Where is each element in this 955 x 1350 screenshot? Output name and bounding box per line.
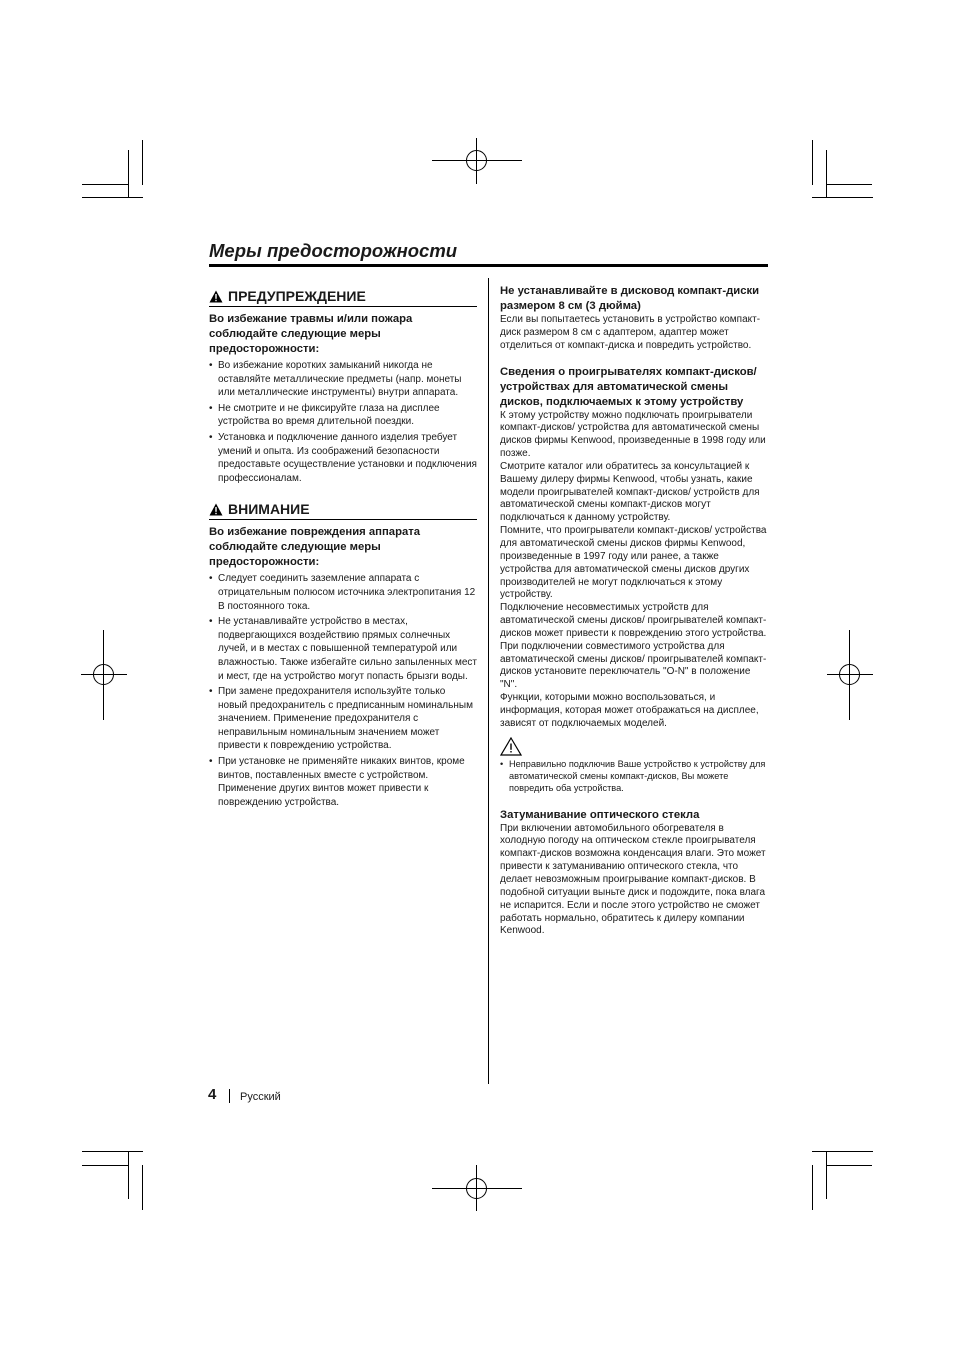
left-column: [209, 284, 477, 811]
crop-mark: [128, 1151, 129, 1199]
caution-heading-text: ВНИМАНИЕ: [228, 501, 310, 518]
crop-mark: [812, 1165, 813, 1210]
section-body: Если вы попытаетесь установить в устройство компакт-диск размером 8 см с адаптером, адаптер может отделиться от компакт-диска и повредить устройство.: [500, 314, 761, 351]
crop-mark: [128, 150, 129, 198]
list-item: • Не смотрите и не фиксируйте глаза на дисплее устройства во время длительной поездки.: [209, 402, 477, 429]
paragraph: К этому устройству можно подключать проигрыватели компакт-дисков/ устройства для автоматической смены дисков фирмы Kenwood, произведенные в 1998 году или позже.: [500, 409, 766, 460]
crop-mark: [826, 150, 827, 198]
list-item: • Во избежание коротких замыканий никогда не оставляйте металлические предметы (напр. монеты или металлические инструменты) внутри аппарата.: [209, 359, 477, 400]
warning-heading-text: ПРЕДУПРЕЖДЕНИЕ: [228, 288, 366, 304]
registration-mark: [466, 1178, 487, 1199]
paragraph: При подключении совместимого устройства для автоматической смены дисков/ проигрывателей компакт-дисков установите переключатель "O-N" в положение "N".: [500, 640, 767, 691]
right-column: [500, 284, 769, 938]
warning-triangle-icon: [209, 503, 223, 516]
crop-mark: [812, 140, 813, 185]
crop-mark: [826, 1165, 872, 1166]
crop-mark: [826, 184, 872, 185]
paragraph: Подключение несовместимых устройств для автоматической смены дисков/ проигрывателей компакт-дисков может привести к повреждению этого устройства.: [500, 602, 767, 639]
title-rule: [209, 264, 768, 267]
crop-mark: [812, 197, 873, 198]
note-list: [500, 758, 769, 794]
crop-mark: [142, 1165, 143, 1210]
warning-heading: [209, 288, 477, 307]
list-item: • При замене предохранителя используйте только новый предохранитель с предписанным номинальным значением. Применение предохранителя с неправильным номинальным значением может привести к повреждению устройства.: [209, 685, 477, 753]
warning-triangle-icon: [209, 290, 223, 303]
list-item: • Следует соединить заземление аппарата с отрицательным полюсом источника электропитания 12 В постоянного тока.: [209, 572, 477, 613]
caution-subheading: Во избежание повреждения аппарата соблюдайте следующие меры предосторожности:: [209, 526, 421, 569]
crop-mark: [812, 1151, 873, 1152]
crop-mark: [142, 140, 143, 185]
warning-list: [209, 359, 477, 485]
crop-mark: [82, 1151, 143, 1152]
column-divider: [488, 278, 489, 1084]
list-item: • Неправильно подключив Ваше устройство к устройству для автоматической смены компакт-дисков, Вы можете повредить оба устройства.: [500, 758, 769, 794]
page-number: 4: [208, 1086, 217, 1103]
list-item: • Не устанавливайте устройство в местах, подвергающихся воздействию прямых солнечных лучей, и в местах с повышенной температурой или влажностью. Также избегайте сильно запыленных мест и мест, где на устройство могут попасть брызги воды.: [209, 615, 477, 683]
footer-divider: [229, 1089, 230, 1103]
registration-mark: [93, 664, 114, 685]
crop-mark: [82, 184, 128, 185]
registration-mark: [466, 150, 487, 171]
paragraph: Помните, что проигрыватели компакт-дисков/ устройства для автоматической смены дисков фирмы Kenwood, произведенные в 1997 году или ранее, а также устройства для автоматической смены дисков других производителей не могут подключаться к этому устройству.: [500, 525, 767, 601]
caution-heading: [209, 501, 477, 520]
caution-triangle-icon: [500, 737, 522, 756]
section-body: При включении автомобильного обогревателя в холодную погоду на оптическом стекле проигрывателя компакт-дисков возможна конденсация влаги. Это может привести к затуманиванию оптического стекла, что делает невозможным проигрывание компакт-дисков. В подобной ситуации выньте диск и подождите, пока влага не испарится. Если и после этого устройство не сможет работать нормально, обратитесь к дилеру компании Kenwood.: [500, 822, 766, 937]
caution-list: [209, 572, 477, 809]
crop-mark: [82, 1165, 128, 1166]
section-heading: Затуманивание оптического стекла: [500, 808, 700, 821]
section-body: [500, 410, 769, 731]
warning-subheading: Во избежание травмы и/или пожара соблюдайте следующие меры предосторожности:: [209, 313, 413, 355]
paragraph: Смотрите каталог или обратитесь за консультацией к Вашему дилеру фирмы Kenwood, чтобы узнать, какие модели проигрывателей компакт-дисков/ устройств для автоматической смены компакт-дисков могут подключаться к данному устройству.: [500, 460, 760, 524]
page-title: Меры предосторожности: [209, 240, 458, 261]
list-item: • При установке не применяйте никаких винтов, кроме винтов, поставленных вместе с устройством. Применение других винтов может привести к повреждению устройства.: [209, 755, 477, 809]
section-heading: Сведения о проигрывателях компакт-дисков/устройствах для автоматической смены дисков, подключаемых к этому устройству: [500, 365, 757, 408]
crop-mark: [82, 197, 143, 198]
paragraph: Функции, которыми можно воспользоваться, и информация, которая может отображаться на дисплее, зависят от подключаемых моделей.: [500, 692, 759, 729]
footer-language: Русский: [240, 1091, 281, 1103]
crop-mark: [826, 1151, 827, 1199]
list-item: • Установка и подключение данного изделия требует умений и опыта. Из соображений безопасности предоставьте осуществление установки и подключения профессионалам.: [209, 431, 477, 485]
section-heading: Не устанавливайте в дисковод компакт-диски размером 8 см (3 дюйма): [500, 285, 760, 312]
registration-mark: [839, 664, 860, 685]
